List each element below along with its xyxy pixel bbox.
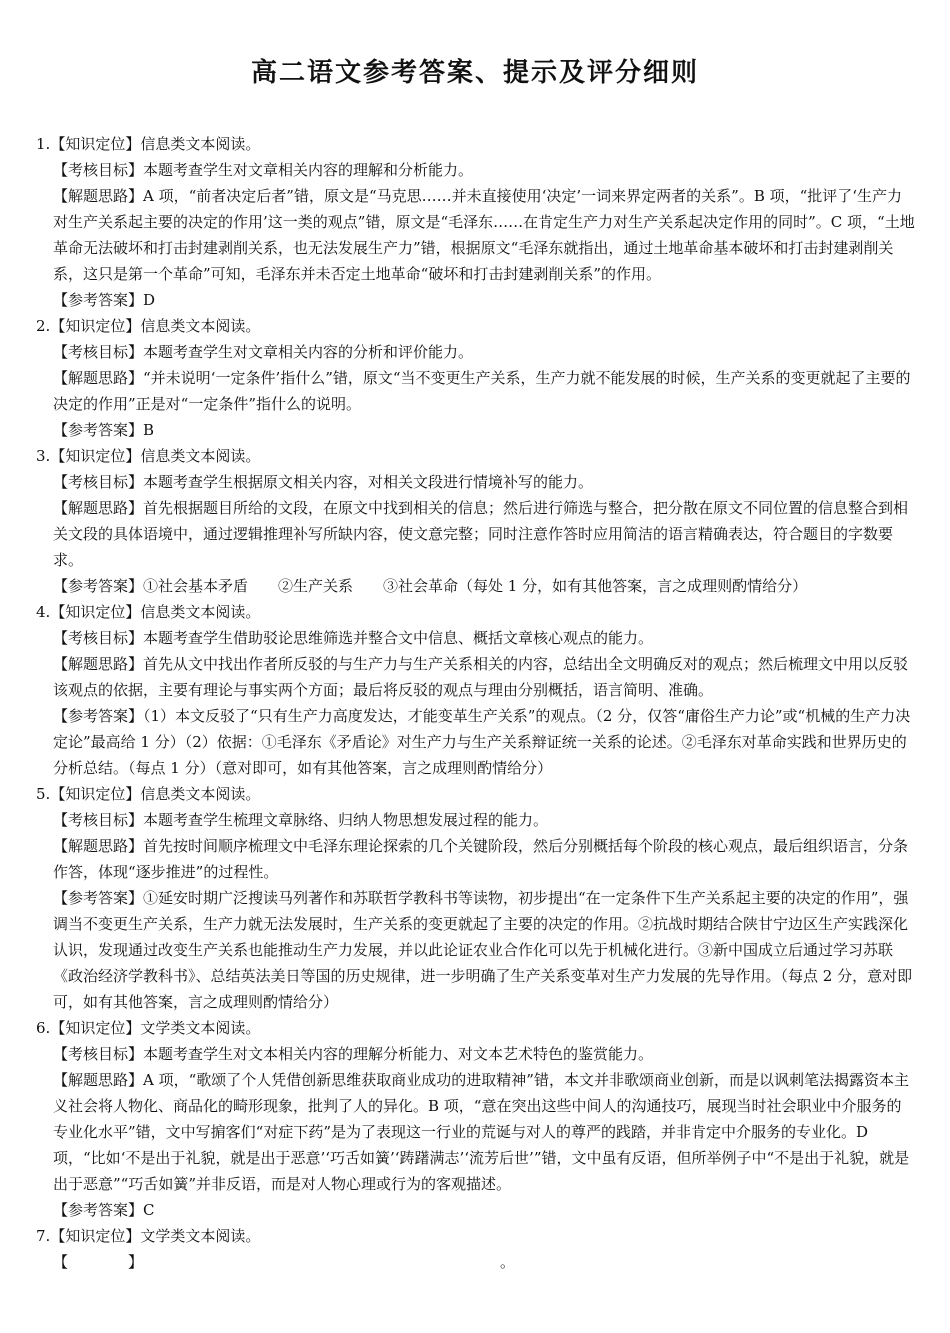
tag-answer: 【参考答案】 xyxy=(53,889,144,907)
tag-goal: 【考核目标】 xyxy=(53,343,144,361)
answer-line xyxy=(36,703,916,781)
answer-text: C xyxy=(143,1201,155,1219)
answer-text: ①社会基本矛盾 ②生产关系 ③社会革命（每处 1 分，如有其他答案，言之成理则酌情给分） xyxy=(143,577,808,595)
idea-text: “并未说明‘一定条件’指什么”错，原文“当不变更生产关系，生产力就不能发展的时候，生产关系的变更就起了主要的决定的作用”正是对“一定条件”指什么的说明。 xyxy=(53,369,911,413)
answer-line xyxy=(36,573,916,599)
answer-text: D xyxy=(143,291,156,309)
idea-line xyxy=(36,365,916,417)
question-head xyxy=(36,313,916,339)
question-head xyxy=(36,599,916,625)
tag-answer: 【参考答案】 xyxy=(53,707,144,725)
goal-line xyxy=(36,157,916,183)
goal-line xyxy=(36,625,916,651)
goal-line xyxy=(36,339,916,365)
tag-answer: 【参考答案】 xyxy=(53,577,144,595)
tag-answer: 【参考答案】 xyxy=(53,291,144,309)
tag-idea: 【解题思路】 xyxy=(53,1071,144,1089)
idea-text: 首先按时间顺序梳理文中毛泽东理论探索的几个关键阶段，然后分别概括每个阶段的核心观点，最后组织语言，分条作答，体现“逐步推进”的过程性。 xyxy=(53,837,909,881)
goal-line xyxy=(36,1041,916,1067)
tag-knowledge: 【知识定位】 xyxy=(50,135,141,153)
question-3 xyxy=(36,443,916,599)
cut-off-line xyxy=(36,1249,916,1275)
goal-line xyxy=(36,469,916,495)
tag-goal: 【考核目标】 xyxy=(53,811,144,829)
tag-answer: 【参考答案】 xyxy=(53,1201,144,1219)
idea-line xyxy=(36,651,916,703)
goal-text: 本题考查学生梳理文章脉络、归纳人物思想发展过程的能力。 xyxy=(143,811,549,829)
question-number: 6. xyxy=(36,1019,51,1037)
answer-line xyxy=(36,287,916,313)
idea-line xyxy=(36,495,916,573)
question-4 xyxy=(36,599,916,781)
knowledge-text: 信息类文本阅读。 xyxy=(140,447,261,465)
answer-line xyxy=(36,885,916,1015)
idea-text: 首先根据题目所给的文段，在原文中找到相关的信息；然后进行筛选与整合，把分散在原文不同位置的信息整合到相关文段的具体语境中，通过逻辑推理补写所缺内容，使文意完整；同时注意作答时应用简洁的语言精确表达，符合题目的字数要求。 xyxy=(53,499,909,569)
trailing-period: 。 xyxy=(500,1253,516,1271)
question-2 xyxy=(36,313,916,443)
tag-idea: 【解题思路】 xyxy=(53,369,144,387)
tag-knowledge: 【知识定位】 xyxy=(50,447,141,465)
question-1 xyxy=(36,131,916,313)
knowledge-text: 信息类文本阅读。 xyxy=(140,135,261,153)
tag-idea: 【解题思路】 xyxy=(53,655,144,673)
knowledge-text: 文学类文本阅读。 xyxy=(140,1227,261,1245)
tag-idea: 【解题思路】 xyxy=(53,499,144,517)
question-head xyxy=(36,1015,916,1041)
question-number: 7. xyxy=(36,1227,51,1245)
tag-idea: 【解题思路】 xyxy=(53,187,144,205)
idea-text: A 项，“前者决定后者”错，原文是“马克思……并未直接使用‘决定’一词来界定两者的关系”。B 项，“批评了‘生产力对生产关系起主要的决定的作用’这一类的观点”错，原文是“毛泽东……在肯定生产力对生产关系起决定作用的同时”。C 项，“土地革命无法破坏和打击封建剥削关系，也无法发展生产力”错，根据原文“毛泽东就指出，通过土地革命基本破坏和打击封建剥削关系，这只是第一个革命”可知，毛泽东并未否定土地革命“破坏和打击封建剥削关系”的作用。 xyxy=(53,187,915,283)
idea-text: A 项，“歌颂了个人凭借创新思维获取商业成功的进取精神”错，本文并非歌颂商业创新，而是以讽刺笔法揭露资本主义社会将人物化、商品化的畸形现象，批判了人的异化。B 项，“意在突出这些中间人的沟通技巧，展现当时社会职业中介服务的专业化水平”错，文中写掮客们“对症下药”是为了表现这一行业的荒诞与对人的尊严的践踏，并非肯定中介服务的专业化。D 项，“比如‘不是出于礼貌，就是出于恶意’‘巧舌如簧’‘踌躇满志’‘流芳后世’”错，文中虽有反语，但所举例子中“不是出于礼貌，就是出于恶意”“巧舌如簧”并非反语，而是对人物心理或行为的客观描述。 xyxy=(53,1071,910,1193)
tag-goal: 【考核目标】 xyxy=(53,629,144,647)
question-number: 5. xyxy=(36,785,51,803)
question-number: 2. xyxy=(36,317,51,335)
question-head xyxy=(36,781,916,807)
tag-knowledge: 【知识定位】 xyxy=(50,1227,141,1245)
goal-text: 本题考查学生对文本相关内容的理解分析能力、对文本艺术特色的鉴赏能力。 xyxy=(143,1045,654,1063)
question-number: 1. xyxy=(36,135,51,153)
idea-text: 首先从文中找出作者所反驳的与生产力与生产关系相关的内容，总结出全文明确反对的观点；然后梳理文中用以反驳该观点的依据，主要有理论与事实两个方面；最后将反驳的观点与理由分别概括，语言简明、准确。 xyxy=(53,655,909,699)
answer-line xyxy=(36,1197,916,1223)
answer-line xyxy=(36,417,916,443)
tag-knowledge: 【知识定位】 xyxy=(50,317,141,335)
goal-text: 本题考查学生根据原文相关内容，对相关文段进行情境补写的能力。 xyxy=(143,473,594,491)
tag-answer: 【参考答案】 xyxy=(53,421,144,439)
question-6 xyxy=(36,1015,916,1223)
tag-knowledge: 【知识定位】 xyxy=(50,1019,141,1037)
question-number: 3. xyxy=(36,447,51,465)
goal-text: 本题考查学生对文章相关内容的理解和分析能力。 xyxy=(143,161,474,179)
answer-text: B xyxy=(143,421,155,439)
idea-line xyxy=(36,833,916,885)
tag-knowledge: 【知识定位】 xyxy=(50,603,141,621)
tag-goal: 【考核目标】 xyxy=(53,1045,144,1063)
answer-list xyxy=(36,131,916,1275)
goal-text: 本题考查学生对文章相关内容的分析和评价能力。 xyxy=(143,343,474,361)
empty-tag-bracket: 【 】 xyxy=(53,1253,144,1271)
question-number: 4. xyxy=(36,603,51,621)
goal-line xyxy=(36,807,916,833)
question-5 xyxy=(36,781,916,1015)
tag-knowledge: 【知识定位】 xyxy=(50,785,141,803)
question-head xyxy=(36,443,916,469)
page-title: 高二语文参考答案、提示及评分细则 xyxy=(250,58,699,88)
knowledge-text: 文学类文本阅读。 xyxy=(140,1019,261,1037)
idea-line xyxy=(36,1067,916,1197)
knowledge-text: 信息类文本阅读。 xyxy=(140,317,261,335)
answer-text: ①延安时期广泛搜读马列著作和苏联哲学教科书等读物，初步提出“在一定条件下生产关系起主要的决定的作用”，强调当不变更生产关系，生产力就无法发展时，生产关系的变更就起了主要的决定的作用。②抗战时期结合陕甘宁边区生产实践深化认识，发现通过改变生产关系也能推动生产力发展，并以此论证农业合作化可以先于机械化进行。③新中国成立后通过学习苏联《政治经济学教科书》、总结英法美日等国的历史规律，进一步明确了生产关系变革对生产力发展的先导作用。（每点 2 分，意对即可，如有其他答案，言之成理则酌情给分） xyxy=(53,889,913,1011)
question-head xyxy=(36,1223,916,1249)
goal-text: 本题考查学生借助驳论思维筛选并整合文中信息、概括文章核心观点的能力。 xyxy=(143,629,654,647)
answer-text: （1）本文反驳了“只有生产力高度发达，才能变革生产关系”的观点。（2 分，仅答“庸俗生产力论”或“机械的生产力决定论”最高给 1 分）（2）依据：①毛泽东《矛盾论》对生产力与生产关系辩证统一关系的论述。②毛泽东对革命实践和世界历史的分析总结。（每点 1 分）（意对即可，如有其他答案，言之成理则酌情给分） xyxy=(53,707,911,777)
question-head xyxy=(36,131,916,157)
tag-idea: 【解题思路】 xyxy=(53,837,144,855)
knowledge-text: 信息类文本阅读。 xyxy=(140,785,261,803)
tag-goal: 【考核目标】 xyxy=(53,473,144,491)
idea-line xyxy=(36,183,916,287)
tag-goal: 【考核目标】 xyxy=(53,161,144,179)
question-7 xyxy=(36,1223,916,1275)
knowledge-text: 信息类文本阅读。 xyxy=(140,603,261,621)
